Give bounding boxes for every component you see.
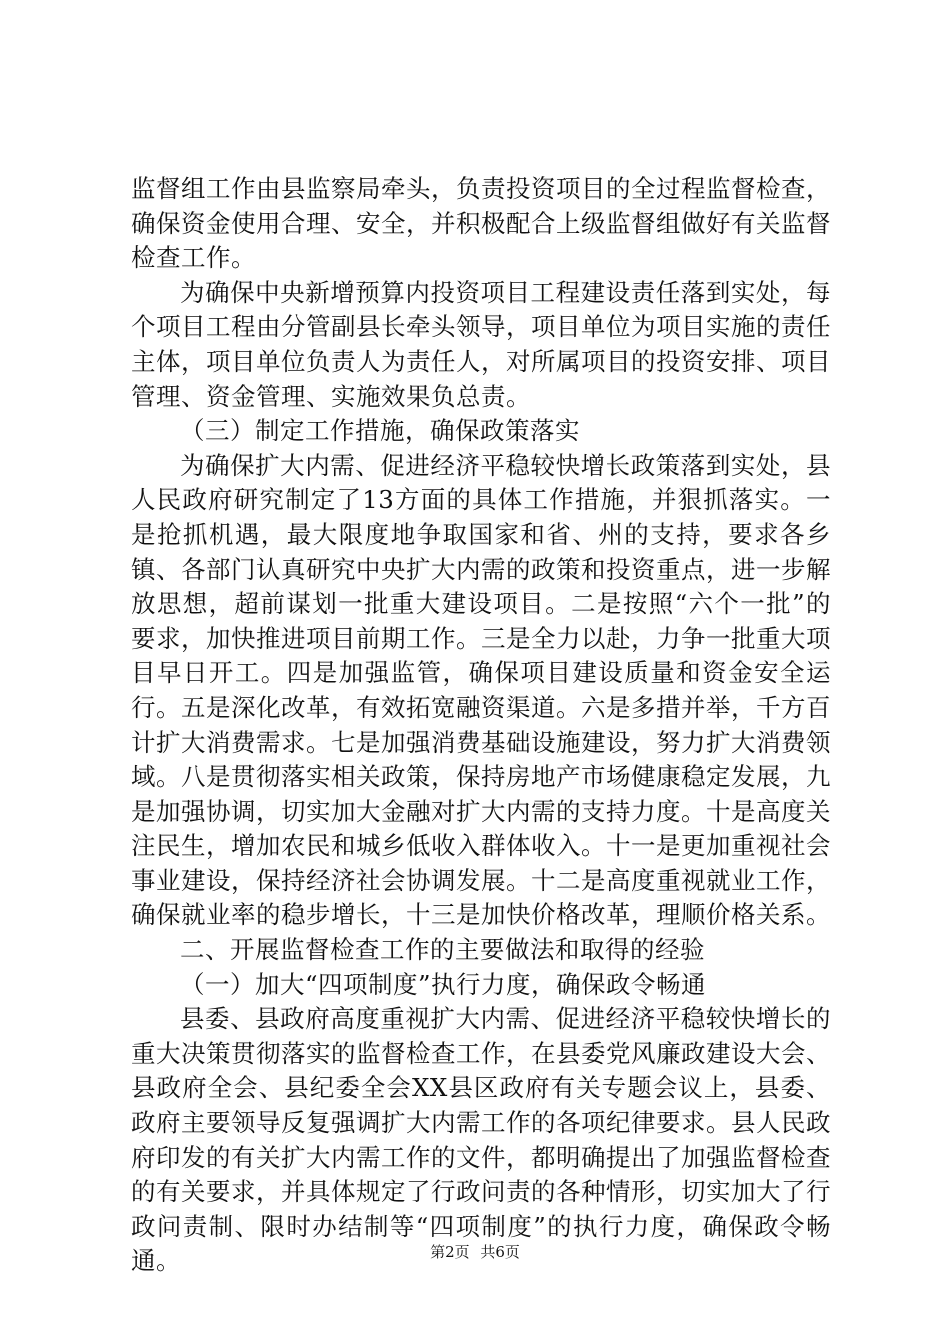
paragraph-supervision: 县委、县政府高度重视扩大内需、促进经济平稳较快增长的重大决策贯彻落实的监督检查工作，在县委党风廉政建设大会、县政府全会、县纪委全会XX县区政府有关专题会议上，县委、政府主要领导反复强调扩大内需工作的各项纪律要求。县人民政府印发的有关扩大内需工作的文件，都明确提出了加强监督检查的有关要求，并具体规定了行政问责的各种情形，切实加大了行政问责制、限时办结制等“四项制度”的执行力度，确保政令畅通。 (131, 1004, 831, 1276)
page-footer (0, 1241, 950, 1262)
subsection-heading-four-systems: （一）加大“四项制度”执行力度，确保政令畅通 (180, 969, 707, 999)
page-number: 第2页 (430, 1243, 470, 1261)
document-body (131, 172, 831, 1279)
page-total: 共6页 (480, 1243, 520, 1261)
paragraph-measures: 为确保扩大内需、促进经济平稳较快增长政策落到实处，县人民政府研究制定了13方面的具体工作措施，并狠抓落实。一是抢抓机遇，最大限度地争取国家和省、州的支持，要求各乡镇、各部门认真研究中央扩大内需的政策和投资重点，进一步解放思想，超前谋划一批重大建设项目。二是按照“六个一批”的要求，加快推进项目前期工作。三是全力以赴，力争一批重大项目早日开工。四是加强监管，确保项目建设质量和资金安全运行。五是深化改革，有效拓宽融资渠道。六是多措并举，千方百计扩大消费需求。七是加强消费基础设施建设，努力扩大消费领域。八是贯彻落实相关政策，保持房地产市场健康稳定发展，九是加强协调，切实加大金融对扩大内需的支持力度。十是高度关注民生，增加农民和城乡低收入群体收入。十一是更加重视社会事业建设，保持经济社会协调发展。十二是高度重视就业工作，确保就业率的稳步增长，十三是加快价格改革，理顺价格关系。 (131, 450, 831, 930)
section-heading-measures: （三）制定工作措施，确保政策落实 (180, 416, 580, 446)
section-heading-methods: 二、开展监督检查工作的主要做法和取得的经验 (180, 935, 705, 965)
paragraph-responsibility: 为确保中央新增预算内投资项目工程建设责任落到实处，每个项目工程由分管副县长牵头领导，项目单位为项目实施的责任主体，项目单位负责人为责任人，对所属项目的投资安排、项目管理、资金管理、实施效果负总责。 (131, 277, 831, 411)
paragraph-continuation: 监督组工作由县监察局牵头，负责投资项目的全过程监督检查，确保资金使用合理、安全，并积极配合上级监督组做好有关监督检查工作。 (131, 174, 831, 273)
